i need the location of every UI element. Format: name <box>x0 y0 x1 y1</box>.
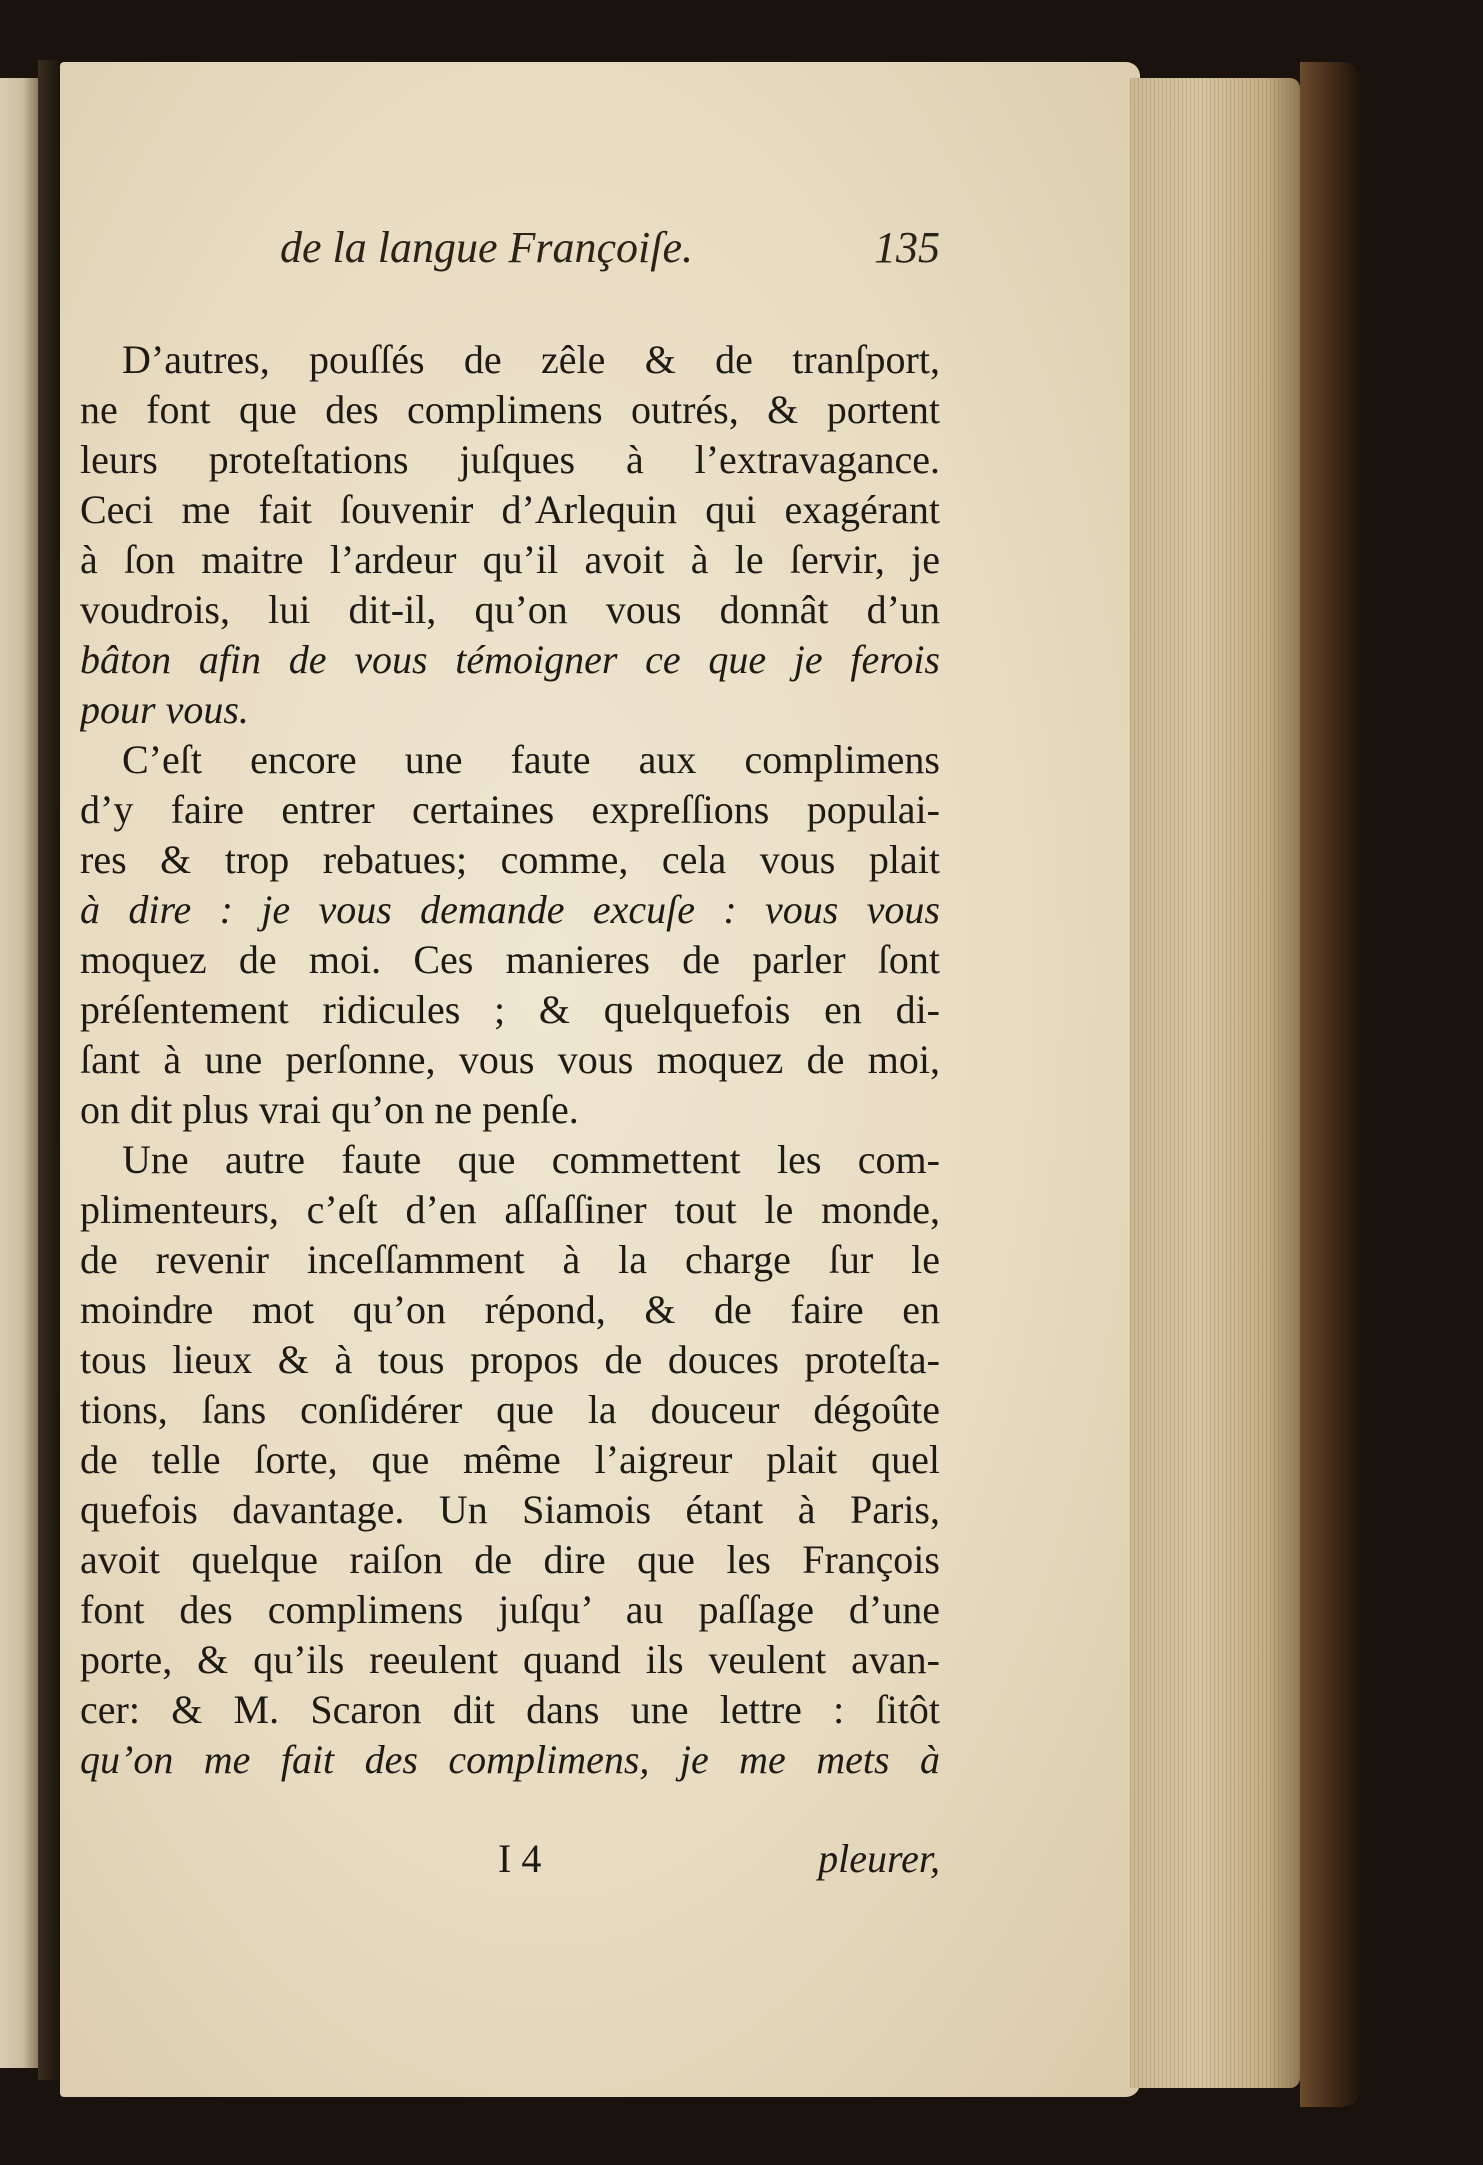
text-line: moindre mot qu’on répond, & de faire en <box>80 1287 940 1332</box>
text-line: res & trop rebatues; comme, cela vous plait <box>80 837 940 882</box>
text-line: à dire : je vous demande excuſe : vous vous <box>80 887 940 932</box>
book-gutter <box>38 60 60 2080</box>
text-line: D’autres, pouſſés de zêle & de tranſport, <box>122 337 940 382</box>
catchword: pleurer, <box>818 1836 940 1881</box>
text-line: ſant à une perſonne, vous vous moquez de moi, <box>80 1037 940 1082</box>
facing-page-edge <box>0 78 38 2068</box>
text-line: de revenir inceſſamment à la charge ſur le <box>80 1237 940 1282</box>
text-line: C’eſt encore une faute aux complimens <box>122 737 940 782</box>
text-line: préſentement ridicules ; & quelquefois en di- <box>80 987 940 1032</box>
book-cover-edge <box>1300 62 1360 2107</box>
text-line: cer: & M. Scaron dit dans une lettre : ſitôt <box>80 1687 940 1732</box>
text-line: avoit quelque raiſon de dire que les François <box>80 1537 940 1582</box>
text-line: pour vous. <box>80 687 249 732</box>
page-footer <box>80 1835 940 1895</box>
text-line: voudrois, lui dit-il, qu’on vous donnât d’un <box>80 587 940 632</box>
text-line: on dit plus vrai qu’on ne penſe. <box>80 1087 579 1132</box>
text-line: Une autre faute que commettent les com- <box>122 1137 940 1182</box>
text-line: qu’on me fait des complimens, je me mets à <box>80 1737 940 1782</box>
text-line: plimenteurs, c’eſt d’en aſſaſſiner tout le monde, <box>80 1187 940 1232</box>
text-line: porte, & qu’ils reeulent quand ils veulent avan- <box>80 1637 940 1682</box>
page-body-text <box>80 335 940 1785</box>
running-head <box>80 222 940 282</box>
text-line: d’y faire entrer certaines expreſſions populai- <box>80 787 940 832</box>
text-line: moquez de moi. Ces manieres de parler ſont <box>80 937 940 982</box>
page-fore-edge <box>1130 78 1300 2088</box>
text-line: ne font que des complimens outrés, & portent <box>80 387 940 432</box>
text-line: leurs proteſtations juſques à l’extravagance. <box>80 437 940 482</box>
page-number: 135 <box>874 223 940 272</box>
text-line: font des complimens juſqu’ au paſſage d’une <box>80 1587 940 1632</box>
text-line: quefois davantage. Un Siamois étant à Paris, <box>80 1487 940 1532</box>
running-head-title: de la langue Françoiſe. <box>280 223 694 272</box>
text-line: à ſon maitre l’ardeur qu’il avoit à le ſervir, je <box>80 537 940 582</box>
text-line: Ceci me fait ſouvenir d’Arlequin qui exagérant <box>80 487 940 532</box>
text-line: de telle ſorte, que même l’aigreur plait quel <box>80 1437 940 1482</box>
text-line: bâton afin de vous témoigner ce que je ferois <box>80 637 940 682</box>
text-line: tous lieux & à tous propos de douces proteſta- <box>80 1337 940 1382</box>
text-line: tions, ſans conſidérer que la douceur dégoûte <box>80 1387 940 1432</box>
signature-mark: I 4 <box>498 1836 542 1881</box>
